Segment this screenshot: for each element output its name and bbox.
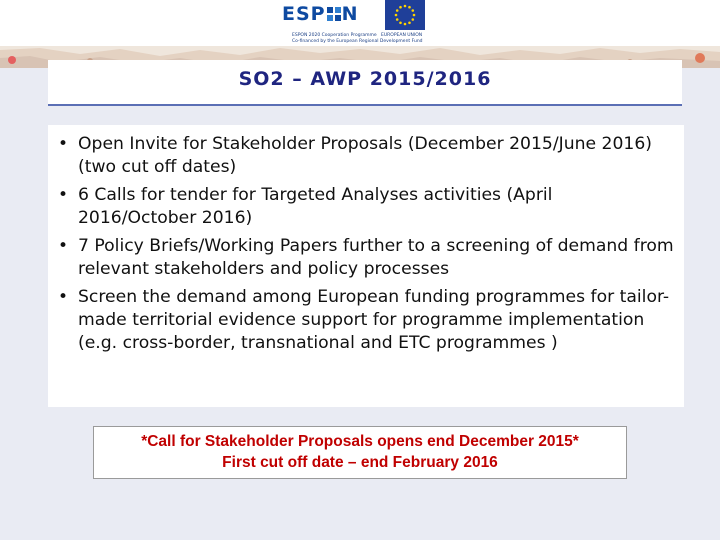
bullet-marker: • bbox=[58, 185, 69, 205]
title-box bbox=[48, 60, 682, 104]
bullet-text: 7 Policy Briefs/Working Papers further to a screening of demand from relevant stakeholders and policy processes bbox=[78, 236, 674, 279]
bullet-text: 6 Calls for tender for Targeted Analyses activities (April 2016/October 2016) bbox=[78, 185, 553, 228]
logo-text-left: ESP bbox=[282, 3, 326, 25]
list-item bbox=[48, 235, 684, 281]
bullet-marker: • bbox=[58, 134, 69, 154]
logo-sub-line1-right: EUROPEAN UNION bbox=[381, 33, 423, 38]
logo-subtitle bbox=[292, 33, 442, 45]
page-title: SO2 – AWP 2015/2016 bbox=[238, 68, 492, 90]
bullet-marker: • bbox=[58, 287, 69, 307]
logo-text-right: N bbox=[341, 3, 359, 25]
list-item bbox=[48, 286, 684, 355]
bullet-text: Open Invite for Stakeholder Proposals (December 2015/June 2016) (two cut off dates) bbox=[78, 134, 652, 177]
logo-sub-line2: Co-financed by the European Regional Development Fund bbox=[292, 39, 423, 44]
list-item bbox=[48, 184, 684, 230]
content-box bbox=[48, 125, 684, 407]
call-note-box bbox=[93, 426, 627, 479]
bullet-list bbox=[48, 125, 684, 355]
note-line-1: *Call for Stakeholder Proposals opens end December 2015* bbox=[141, 433, 579, 450]
bullet-text: Screen the demand among European funding programmes for tailor-made territorial evidence support for programme implementation (e.g. cross-border, transnational and ETC programmes ) bbox=[78, 287, 670, 353]
list-item bbox=[48, 133, 684, 179]
title-divider bbox=[48, 104, 682, 106]
logo-sub-line1: ESPON 2020 Cooperation Programme bbox=[292, 33, 377, 38]
bullet-marker: • bbox=[58, 236, 69, 256]
note-line-2: First cut off date – end February 2016 bbox=[222, 454, 498, 471]
logo-o-icon bbox=[327, 7, 341, 21]
eu-flag-icon bbox=[385, 0, 425, 30]
